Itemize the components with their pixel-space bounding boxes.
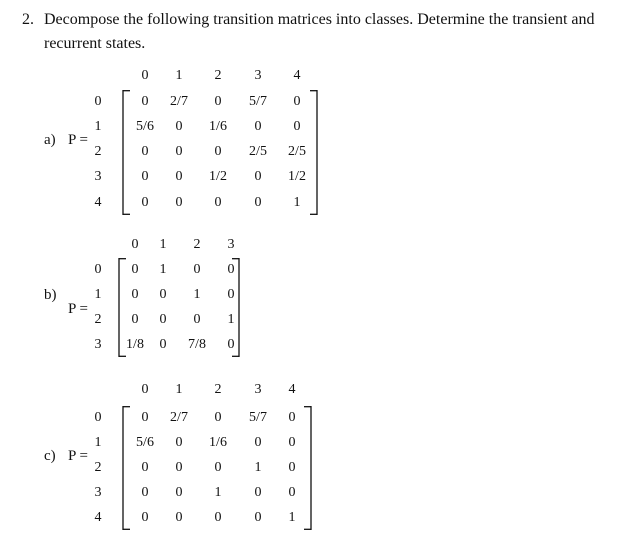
matrix-cell: 2/7 [170,94,188,109]
matrix-cell: 0 [227,337,235,352]
part-label: a) [44,132,56,148]
matrix-cell: 0 [175,169,183,184]
matrix-cell: 0 [141,195,149,210]
matrix-cell: 0 [288,460,296,475]
matrix-cell: 0 [193,262,201,277]
row-header: 1 [94,435,102,450]
matrix-cell: 1 [254,460,262,475]
part-label: c) [44,448,56,464]
row-header: 1 [94,119,102,134]
matrix-cell: 0 [141,169,149,184]
column-header: 3 [254,382,262,397]
matrix-cell: 0 [254,119,262,134]
matrix-label: P = [68,448,88,464]
matrix-cell: 1 [193,287,201,302]
row-header: 4 [94,195,102,210]
matrix-cell: 0 [131,262,139,277]
column-header: 3 [254,68,262,83]
column-header: 0 [141,382,149,397]
matrix-label: P = [68,132,88,148]
matrix-cell: 0 [175,510,183,525]
matrix-cell: 0 [141,485,149,500]
matrix-cell: 0 [141,94,149,109]
matrix-cell: 0 [175,485,183,500]
matrix-cell: 0 [141,510,149,525]
row-header: 0 [94,94,102,109]
row-header: 1 [94,287,102,302]
matrix-cell: 0 [254,195,262,210]
matrix-cell: 0 [293,119,301,134]
question-text: Decompose the following transition matrices into classes. Determine the transient and recurrent states. [44,11,595,52]
column-header: 1 [175,68,183,83]
matrix-cell: 5/6 [136,435,154,450]
question-number: 2. [22,11,34,28]
matrix-cell: 0 [141,460,149,475]
row-header: 2 [94,312,102,327]
matrix-cell: 0 [175,435,183,450]
row-header: 0 [94,262,102,277]
matrix-cell: 0 [131,287,139,302]
matrix-cell: 0 [288,485,296,500]
column-header: 2 [193,237,201,252]
matrix-cell: 1 [214,485,222,500]
matrix-cell: 0 [159,312,167,327]
column-header: 2 [214,68,222,83]
column-header: 1 [175,382,183,397]
matrix-label: P = [68,301,88,317]
column-header: 4 [288,382,296,397]
matrix-cell: 0 [254,435,262,450]
column-header: 3 [227,237,235,252]
matrix-cell: 0 [175,195,183,210]
matrix-cell: 0 [175,460,183,475]
matrix-cell: 1/8 [126,337,144,352]
matrix-cell: 2/7 [170,410,188,425]
matrix-cell: 0 [214,195,222,210]
matrix-cell: 0 [175,119,183,134]
column-header: 1 [159,237,167,252]
matrix-cell: 1/2 [288,169,306,184]
matrix-cell: 0 [214,510,222,525]
row-header: 3 [94,169,102,184]
matrix-cell: 1 [159,262,167,277]
column-header: 4 [293,68,301,83]
matrix-cell: 5/6 [136,119,154,134]
matrix-cell: 0 [214,410,222,425]
matrix-cell: 0 [288,410,296,425]
row-header: 4 [94,510,102,525]
matrix-cell: 2/5 [288,144,306,159]
matrix-cell: 0 [159,337,167,352]
matrix-cell: 0 [214,144,222,159]
part-label: b) [44,287,57,303]
matrix-cell: 0 [227,262,235,277]
matrix-cell: 7/8 [188,337,206,352]
right-bracket [310,90,318,215]
matrix-cell: 0 [193,312,201,327]
column-header: 2 [214,382,222,397]
row-header: 3 [94,337,102,352]
matrix-cell: 0 [175,144,183,159]
row-header: 2 [94,460,102,475]
matrix-cell: 0 [131,312,139,327]
matrix-cell: 0 [214,94,222,109]
left-bracket [122,90,130,215]
matrix-cell: 1 [227,312,235,327]
matrix-cell: 2/5 [249,144,267,159]
matrix-cell: 0 [288,435,296,450]
matrix-cell: 1/6 [209,119,227,134]
matrix-cell: 5/7 [249,410,267,425]
matrix-cell: 1 [293,195,301,210]
row-header: 3 [94,485,102,500]
matrix-cell: 1/2 [209,169,227,184]
row-header: 0 [94,410,102,425]
matrix-cell: 0 [254,169,262,184]
matrix-cell: 0 [159,287,167,302]
column-header: 0 [141,68,149,83]
matrix-cell: 1/6 [209,435,227,450]
matrix-cell: 5/7 [249,94,267,109]
matrix-cell: 0 [227,287,235,302]
column-header: 0 [131,237,139,252]
matrix-cell: 1 [288,510,296,525]
right-bracket [232,258,240,357]
left-bracket [122,406,130,530]
matrix-cell: 0 [293,94,301,109]
matrix-cell: 0 [254,510,262,525]
right-bracket [304,406,312,530]
row-header: 2 [94,144,102,159]
matrix-cell: 0 [214,460,222,475]
matrix-cell: 0 [254,485,262,500]
left-bracket [118,258,126,357]
matrix-cell: 0 [141,410,149,425]
matrix-cell: 0 [141,144,149,159]
